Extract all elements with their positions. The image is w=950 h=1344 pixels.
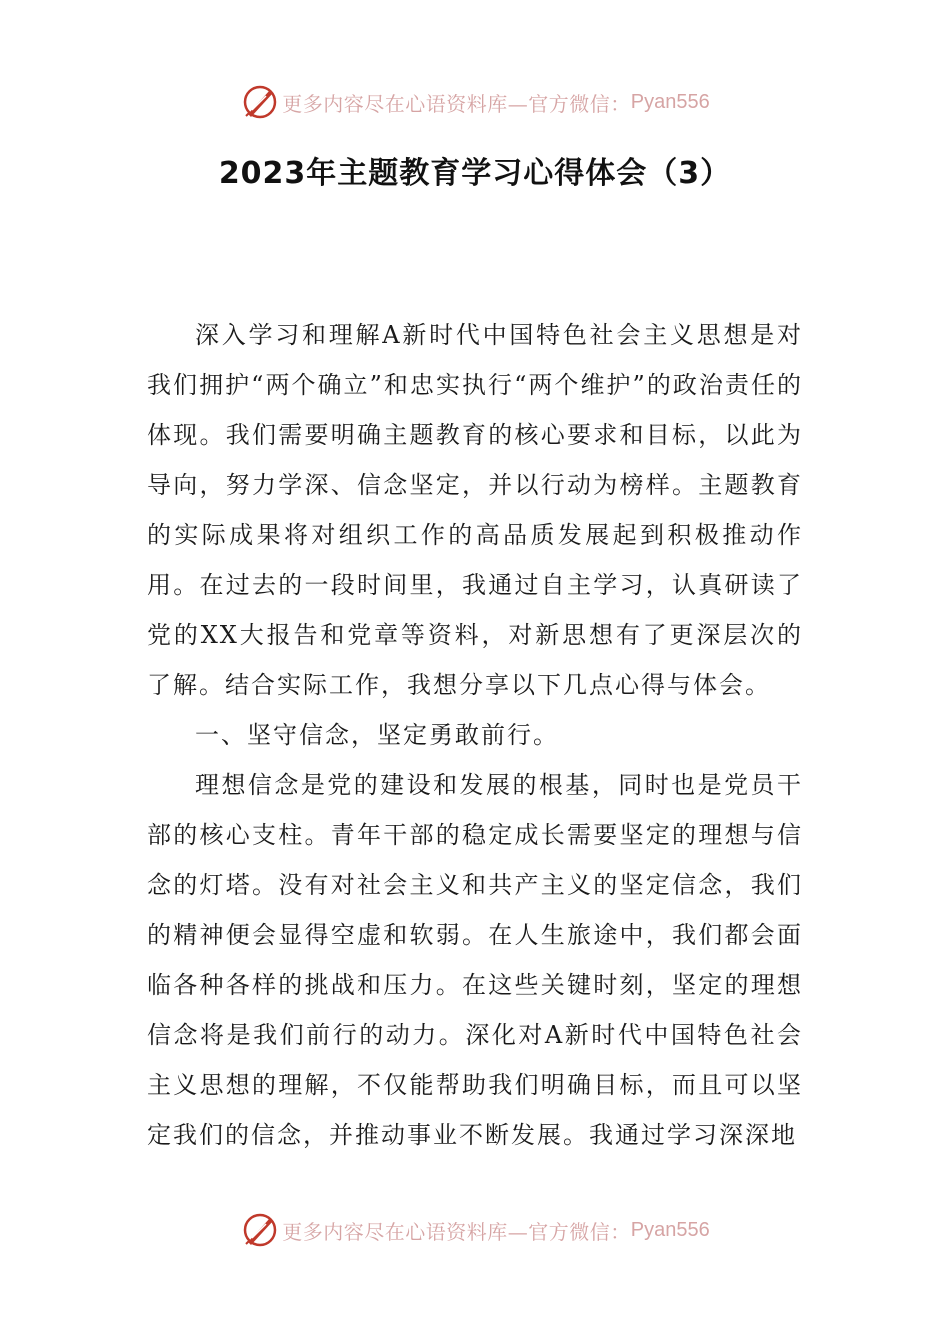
footer-banner-text: 更多内容尽在心语资料库—官方微信：	[282, 1219, 631, 1244]
document-title: 2023年主题教育学习心得体会（3）	[218, 156, 732, 191]
header-banner-text: 更多内容尽在心语资料库—官方微信：	[282, 91, 631, 116]
header-banner-handle: Pyan556	[630, 90, 710, 113]
quill-logo-icon	[240, 1210, 280, 1250]
document-body	[147, 310, 803, 1160]
footer-banner-handle: Pyan556	[630, 1218, 710, 1241]
footer-banner	[0, 1208, 950, 1252]
body-paragraph: 深入学习和理解A新时代中国特色社会主义思想是对我们拥护“两个确立”和忠实执行“两个维护”的政治责任的体现。我们需要明确主题教育的核心要求和目标，以此为导向，努力学深、信念坚定，并以行动为榜样。主题教育的实际成果将对组织工作的高品质发展起到积极推动作用。在过去的一段时间里，我通过自主学习，认真研读了党的XX大报告和党章等资料，对新思想有了更深层次的了解。结合实际工作，我想分享以下几点心得与体会。	[147, 321, 803, 699]
header-banner	[0, 80, 950, 124]
section-heading: 一、坚守信念，坚定勇敢前行。	[195, 721, 559, 749]
body-paragraph: 理想信念是党的建设和发展的根基，同时也是党员干部的核心支柱。青年干部的稳定成长需要坚定的理想与信念的灯塔。没有对社会主义和共产主义的坚定信念，我们的精神便会显得空虚和软弱。在人生旅途中，我们都会面临各种各样的挑战和压力。在这些关键时刻，坚定的理想信念将是我们前行的动力。深化对A新时代中国特色社会主义思想的理解，不仅能帮助我们明确目标，而且可以坚定我们的信念，并推动事业不断发展。我通过学习深深地	[147, 771, 803, 1149]
quill-logo-icon	[240, 82, 280, 122]
